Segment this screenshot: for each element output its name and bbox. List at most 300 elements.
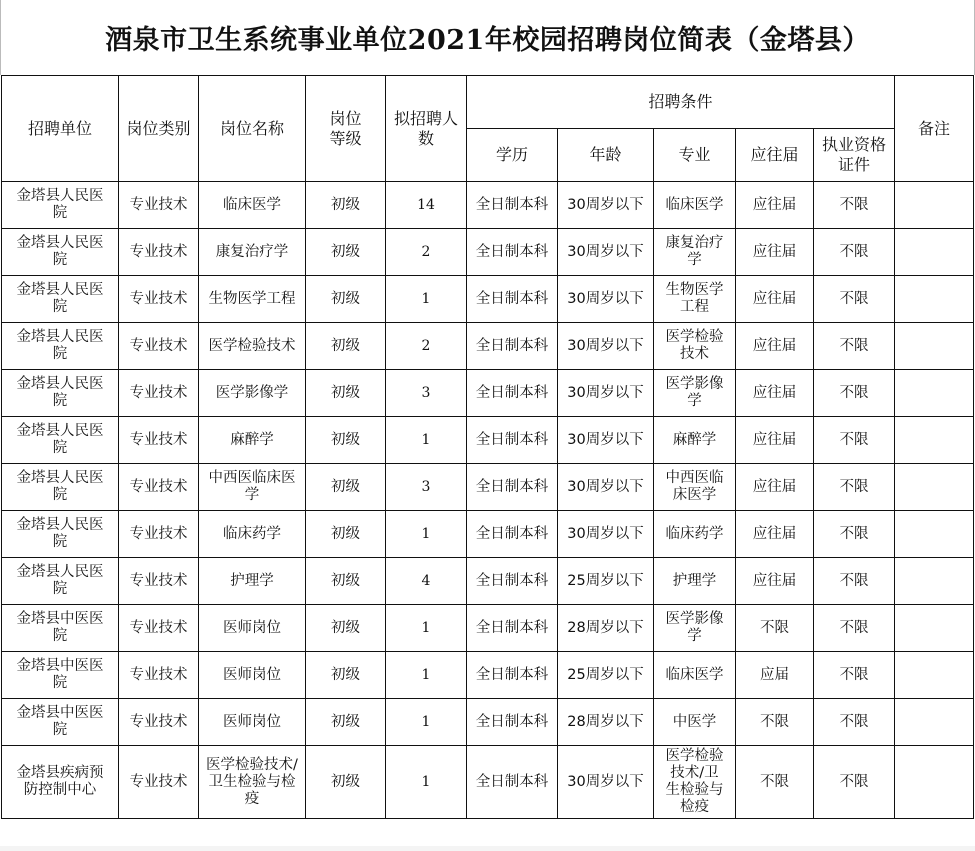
cell-position: [199, 276, 306, 323]
cell-education-text: 全日制本科: [475, 773, 549, 790]
cell-education-text: 全日制本科: [475, 290, 549, 307]
cell-position: [199, 605, 306, 652]
cell-age-text: 30周岁以下: [567, 525, 644, 542]
cell-major-text: 中医学: [672, 713, 717, 730]
cell-remarks: [895, 464, 974, 511]
cell-age: [558, 417, 654, 464]
cell-graduate-status-text: 不限: [760, 773, 789, 790]
cell-position: [199, 182, 306, 229]
cell-count: [386, 746, 467, 819]
header-certificate: 执业资格证件: [814, 129, 895, 182]
cell-unit: [2, 605, 119, 652]
cell-category: [119, 464, 199, 511]
cell-position-text: 临床药学: [223, 525, 281, 542]
cell-age-text: 30周岁以下: [567, 431, 644, 448]
cell-level: [306, 417, 386, 464]
cell-position: [199, 417, 306, 464]
cell-education-text: 全日制本科: [475, 431, 549, 448]
cell-level-text: 初级: [331, 431, 360, 448]
cell-unit: [2, 229, 119, 276]
cell-remarks: [895, 276, 974, 323]
cell-age-text: 25周岁以下: [567, 572, 644, 589]
cell-major-text: 医学检验技术: [665, 329, 724, 362]
cell-graduate-status: [736, 605, 814, 652]
table-row: [2, 276, 974, 323]
cell-level: [306, 605, 386, 652]
cell-education-text: 全日制本科: [475, 619, 549, 636]
cell-education: [467, 229, 558, 276]
cell-position-text: 康复治疗学: [215, 243, 289, 260]
cell-category: [119, 229, 199, 276]
cell-remarks: [895, 182, 974, 229]
cell-unit: [2, 464, 119, 511]
cell-age: [558, 652, 654, 699]
cell-count: [386, 652, 467, 699]
cell-major-text: 医学影像学: [665, 611, 724, 644]
cell-major-text: 临床医学: [665, 666, 724, 683]
cell-category-text: 专业技术: [129, 384, 188, 401]
cell-graduate-status-text: 应往届: [752, 196, 797, 213]
cell-count-text: 1: [421, 525, 431, 542]
cell-count: [386, 182, 467, 229]
cell-major: [654, 699, 736, 746]
header-remarks: 备注: [895, 76, 974, 182]
cell-unit-text: 金塔县人民医院: [16, 376, 104, 409]
cell-certificate-text: 不限: [839, 243, 869, 260]
cell-count: [386, 511, 467, 558]
cell-count-text: 1: [421, 666, 431, 683]
cell-education-text: 全日制本科: [475, 666, 549, 683]
cell-level: [306, 370, 386, 417]
cell-count: [386, 276, 467, 323]
cell-education-text: 全日制本科: [475, 196, 549, 213]
cell-certificate-text: 不限: [839, 525, 869, 542]
cell-graduate-status: [736, 276, 814, 323]
cell-certificate-text: 不限: [839, 713, 869, 730]
cell-age: [558, 323, 654, 370]
cell-major-text: 康复治疗学: [665, 235, 724, 268]
table-row: [2, 323, 974, 370]
cell-major-text: 临床药学: [665, 525, 724, 542]
cell-level: [306, 746, 386, 819]
cell-remarks: [895, 558, 974, 605]
header-graduate-status: 应往届: [736, 129, 814, 182]
cell-unit: [2, 699, 119, 746]
cell-unit: [2, 370, 119, 417]
cell-certificate-text: 不限: [839, 431, 869, 448]
cell-position: [199, 229, 306, 276]
cell-age-text: 30周岁以下: [567, 243, 644, 260]
cell-position-text: 医学检验技术: [208, 337, 296, 354]
cell-certificate: [814, 182, 895, 229]
cell-category: [119, 182, 199, 229]
cell-major-text: 生物医学工程: [665, 282, 724, 315]
cell-unit: [2, 276, 119, 323]
cell-unit-text: 金塔县人民医院: [16, 188, 104, 221]
cell-graduate-status-text: 应往届: [752, 243, 797, 260]
cell-unit: [2, 417, 119, 464]
cell-graduate-status: [736, 182, 814, 229]
cell-age: [558, 464, 654, 511]
cell-unit-text: 金塔县人民医院: [16, 329, 104, 362]
cell-level: [306, 323, 386, 370]
cell-count: [386, 558, 467, 605]
cell-unit-text: 金塔县人民医院: [16, 282, 104, 315]
cell-graduate-status-text: 应往届: [752, 337, 797, 354]
cell-certificate: [814, 605, 895, 652]
cell-category: [119, 699, 199, 746]
table-row: [2, 464, 974, 511]
cell-category: [119, 276, 199, 323]
cell-major-text: 医学检验技术/卫生检验与检疫: [665, 748, 724, 815]
cell-age: [558, 605, 654, 652]
header-category: 岗位类别: [119, 76, 199, 182]
cell-unit-text: 金塔县人民医院: [16, 470, 104, 503]
header-count: 拟招聘人数: [386, 76, 467, 182]
table-row: [2, 558, 974, 605]
cell-category-text: 专业技术: [129, 713, 188, 730]
table-row: [2, 182, 974, 229]
header-level: 岗位等级: [306, 76, 386, 182]
cell-level-text: 初级: [331, 337, 360, 354]
cell-level-text: 初级: [331, 619, 360, 636]
cell-level-text: 初级: [331, 773, 360, 790]
cell-certificate-text: 不限: [839, 478, 869, 495]
cell-certificate: [814, 652, 895, 699]
cell-position: [199, 652, 306, 699]
cell-education: [467, 511, 558, 558]
cell-level: [306, 276, 386, 323]
cell-certificate: [814, 746, 895, 819]
cell-count-text: 3: [421, 384, 431, 401]
cell-graduate-status: [736, 511, 814, 558]
cell-count-text: 1: [421, 619, 431, 636]
cell-count-text: 1: [421, 773, 431, 790]
cell-certificate: [814, 323, 895, 370]
cell-graduate-status: [736, 746, 814, 819]
cell-position-text: 护理学: [230, 572, 274, 589]
cell-major-text: 临床医学: [665, 196, 724, 213]
cell-count-text: 1: [421, 713, 431, 730]
cell-age-text: 30周岁以下: [567, 290, 644, 307]
cell-graduate-status-text: 应往届: [752, 478, 797, 495]
cell-age-text: 30周岁以下: [567, 478, 644, 495]
cell-unit-text: 金塔县人民医院: [16, 235, 104, 268]
cell-major: [654, 746, 736, 819]
cell-count: [386, 370, 467, 417]
cell-position: [199, 464, 306, 511]
cell-level: [306, 699, 386, 746]
cell-education: [467, 464, 558, 511]
cell-level-text: 初级: [331, 525, 360, 542]
cell-level-text: 初级: [331, 243, 360, 260]
cell-graduate-status: [736, 323, 814, 370]
cell-category: [119, 417, 199, 464]
cell-unit: [2, 323, 119, 370]
cell-position: [199, 323, 306, 370]
table-row: [2, 746, 974, 819]
cell-position-text: 医师岗位: [223, 666, 281, 683]
cell-unit-text: 金塔县人民医院: [16, 423, 104, 456]
cell-major: [654, 323, 736, 370]
cell-position: [199, 370, 306, 417]
cell-category-text: 专业技术: [129, 478, 188, 495]
cell-certificate-text: 不限: [839, 572, 869, 589]
cell-major: [654, 417, 736, 464]
cell-certificate: [814, 558, 895, 605]
cell-certificate: [814, 370, 895, 417]
cell-age: [558, 229, 654, 276]
cell-education: [467, 699, 558, 746]
cell-count: [386, 605, 467, 652]
cell-count-text: 1: [421, 431, 431, 448]
cell-category-text: 专业技术: [129, 243, 188, 260]
cell-education: [467, 276, 558, 323]
cell-count: [386, 699, 467, 746]
cell-education: [467, 605, 558, 652]
cell-age-text: 30周岁以下: [567, 337, 644, 354]
cell-level: [306, 511, 386, 558]
cell-unit: [2, 558, 119, 605]
cell-age-text: 30周岁以下: [567, 196, 644, 213]
cell-category-text: 专业技术: [129, 619, 188, 636]
cell-education-text: 全日制本科: [475, 478, 549, 495]
cell-remarks: [895, 746, 974, 819]
cell-graduate-status: [736, 370, 814, 417]
table-row: [2, 229, 974, 276]
cell-education-text: 全日制本科: [475, 337, 549, 354]
cell-certificate-text: 不限: [839, 337, 869, 354]
cell-level-text: 初级: [331, 713, 360, 730]
cell-graduate-status-text: 应届: [760, 666, 789, 683]
cell-category: [119, 511, 199, 558]
cell-age: [558, 699, 654, 746]
cell-level-text: 初级: [331, 290, 360, 307]
cell-position: [199, 699, 306, 746]
cell-education-text: 全日制本科: [475, 713, 549, 730]
cell-age: [558, 558, 654, 605]
cell-unit-text: 金塔县中医医院: [16, 705, 104, 738]
table-row: [2, 370, 974, 417]
cell-count: [386, 417, 467, 464]
positions-table: [1, 75, 974, 819]
cell-remarks: [895, 229, 974, 276]
cell-position: [199, 746, 306, 819]
header-conditions: 招聘条件: [467, 76, 895, 129]
cell-age-text: 28周岁以下: [567, 713, 644, 730]
cell-age: [558, 511, 654, 558]
cell-graduate-status-text: 应往届: [752, 384, 797, 401]
cell-position-text: 临床医学: [223, 196, 281, 213]
cell-major: [654, 652, 736, 699]
cell-education: [467, 370, 558, 417]
cell-remarks: [895, 605, 974, 652]
table-body: [2, 182, 974, 819]
cell-certificate-text: 不限: [839, 666, 869, 683]
cell-major-text: 护理学: [672, 572, 717, 589]
cell-category-text: 专业技术: [129, 572, 188, 589]
table-row: [2, 605, 974, 652]
cell-category: [119, 605, 199, 652]
cell-level: [306, 182, 386, 229]
cell-graduate-status-text: 应往届: [752, 431, 797, 448]
header-position: 岗位名称: [199, 76, 306, 182]
cell-count-text: 2: [421, 243, 431, 260]
cell-certificate: [814, 417, 895, 464]
cell-education-text: 全日制本科: [475, 243, 549, 260]
cell-category-text: 专业技术: [129, 431, 188, 448]
cell-level-text: 初级: [331, 196, 360, 213]
cell-major-text: 医学影像学: [665, 376, 724, 409]
cell-count: [386, 229, 467, 276]
cell-major: [654, 370, 736, 417]
header-education: 学历: [467, 129, 558, 182]
page-title: 酒泉市卫生系统事业单位2021年校园招聘岗位简表（金塔县）: [0, 0, 975, 75]
cell-graduate-status: [736, 464, 814, 511]
cell-level-text: 初级: [331, 384, 360, 401]
cell-certificate-text: 不限: [839, 384, 869, 401]
cell-certificate-text: 不限: [839, 619, 869, 636]
cell-count-text: 3: [421, 478, 431, 495]
cell-remarks: [895, 511, 974, 558]
cell-certificate-text: 不限: [839, 196, 869, 213]
cell-unit-text: 金塔县人民医院: [16, 564, 104, 597]
cell-unit: [2, 511, 119, 558]
cell-unit: [2, 746, 119, 819]
cell-certificate: [814, 229, 895, 276]
cell-age: [558, 746, 654, 819]
cell-category: [119, 323, 199, 370]
cell-certificate: [814, 276, 895, 323]
cell-age-text: 25周岁以下: [567, 666, 644, 683]
cell-unit-text: 金塔县中医医院: [16, 658, 104, 691]
cell-unit-text: 金塔县中医医院: [16, 611, 104, 644]
cell-count-text: 2: [421, 337, 431, 354]
cell-graduate-status-text: 应往届: [752, 290, 797, 307]
cell-remarks: [895, 652, 974, 699]
cell-certificate-text: 不限: [839, 773, 869, 790]
cell-graduate-status: [736, 699, 814, 746]
cell-major: [654, 605, 736, 652]
cell-count: [386, 464, 467, 511]
cell-graduate-status-text: 不限: [760, 713, 789, 730]
cell-category: [119, 558, 199, 605]
cell-graduate-status-text: 不限: [760, 619, 789, 636]
cell-count-text: 1: [421, 290, 431, 307]
cell-unit-text: 金塔县疾病预防控制中心: [16, 765, 104, 798]
cell-count: [386, 323, 467, 370]
header-major: 专业: [654, 129, 736, 182]
cell-age: [558, 276, 654, 323]
cell-level: [306, 652, 386, 699]
cell-major: [654, 511, 736, 558]
cell-category-text: 专业技术: [129, 773, 188, 790]
cell-level: [306, 558, 386, 605]
cell-education: [467, 182, 558, 229]
cell-major: [654, 229, 736, 276]
cell-certificate: [814, 511, 895, 558]
cell-remarks: [895, 417, 974, 464]
cell-position-text: 医学检验技术/卫生检验与检疫: [206, 756, 298, 807]
cell-category-text: 专业技术: [129, 337, 188, 354]
cell-education: [467, 417, 558, 464]
cell-position-text: 中西医临床医学: [208, 470, 296, 503]
cell-major-text: 麻醉学: [672, 431, 717, 448]
cell-position-text: 医师岗位: [223, 619, 281, 636]
cell-graduate-status: [736, 417, 814, 464]
cell-major-text: 中西医临床医学: [665, 470, 724, 503]
cell-unit-text: 金塔县人民医院: [16, 517, 104, 550]
cell-category-text: 专业技术: [129, 525, 188, 542]
cell-category: [119, 746, 199, 819]
table-row: [2, 511, 974, 558]
cell-level-text: 初级: [331, 478, 360, 495]
cell-remarks: [895, 699, 974, 746]
cell-age-text: 28周岁以下: [567, 619, 644, 636]
cell-count-text: 14: [417, 196, 435, 213]
cell-education-text: 全日制本科: [475, 572, 549, 589]
cell-certificate: [814, 699, 895, 746]
cell-age-text: 30周岁以下: [567, 384, 644, 401]
cell-age-text: 30周岁以下: [567, 773, 644, 790]
cell-level: [306, 229, 386, 276]
cell-position-text: 麻醉学: [230, 431, 274, 448]
cell-education: [467, 652, 558, 699]
cell-position-text: 生物医学工程: [208, 290, 296, 307]
cell-age: [558, 182, 654, 229]
cell-education: [467, 323, 558, 370]
cell-education-text: 全日制本科: [475, 384, 549, 401]
cell-remarks: [895, 323, 974, 370]
header-row: [2, 76, 974, 129]
cell-position: [199, 558, 306, 605]
cell-category: [119, 652, 199, 699]
cell-position-text: 医学影像学: [215, 384, 289, 401]
sheet-bottom-edge: [0, 846, 975, 851]
cell-level: [306, 464, 386, 511]
table-row: [2, 417, 974, 464]
cell-education: [467, 558, 558, 605]
cell-category: [119, 370, 199, 417]
cell-category-text: 专业技术: [129, 290, 188, 307]
header-unit: 招聘单位: [2, 76, 119, 182]
cell-certificate-text: 不限: [839, 290, 869, 307]
cell-education-text: 全日制本科: [475, 525, 549, 542]
cell-level-text: 初级: [331, 572, 360, 589]
cell-level-text: 初级: [331, 666, 360, 683]
cell-certificate: [814, 464, 895, 511]
cell-education: [467, 746, 558, 819]
cell-unit: [2, 652, 119, 699]
cell-count-text: 4: [421, 572, 431, 589]
cell-graduate-status-text: 应往届: [752, 525, 797, 542]
cell-age: [558, 370, 654, 417]
table-row: [2, 699, 974, 746]
cell-unit: [2, 182, 119, 229]
cell-graduate-status: [736, 652, 814, 699]
cell-major: [654, 182, 736, 229]
cell-graduate-status: [736, 558, 814, 605]
cell-graduate-status-text: 应往届: [752, 572, 797, 589]
cell-major: [654, 558, 736, 605]
header-age: 年龄: [558, 129, 654, 182]
cell-position-text: 医师岗位: [223, 713, 281, 730]
table-row: [2, 652, 974, 699]
cell-graduate-status: [736, 229, 814, 276]
cell-position: [199, 511, 306, 558]
cell-major: [654, 276, 736, 323]
cell-major: [654, 464, 736, 511]
